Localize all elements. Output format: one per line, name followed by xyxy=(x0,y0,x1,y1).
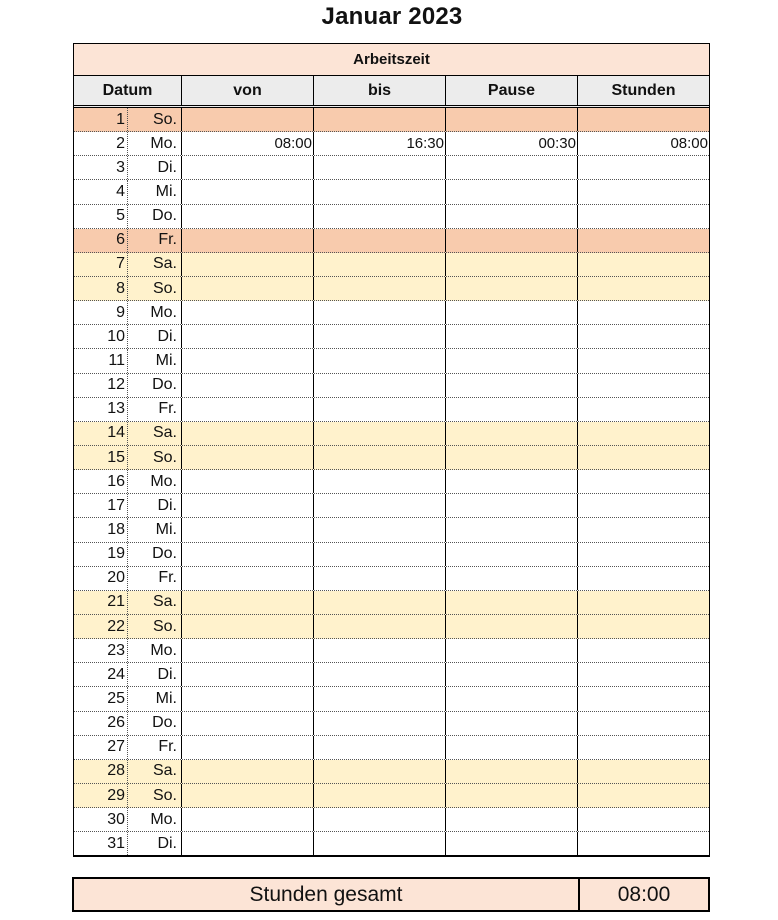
pause-cell[interactable] xyxy=(446,229,578,252)
bis-cell[interactable] xyxy=(314,277,446,300)
weekday-cell: Sa. xyxy=(128,253,182,276)
pause-cell[interactable] xyxy=(446,663,578,686)
day-number-cell: 28 xyxy=(74,760,128,783)
stunden-cell[interactable] xyxy=(578,615,709,638)
table-row xyxy=(74,132,709,156)
stunden-cell[interactable] xyxy=(578,253,709,276)
pause-cell[interactable] xyxy=(446,349,578,372)
pause-cell[interactable] xyxy=(446,470,578,493)
table-row xyxy=(74,398,709,422)
von-cell[interactable] xyxy=(182,277,314,300)
table-row xyxy=(74,784,709,808)
bis-cell[interactable] xyxy=(314,470,446,493)
bis-cell[interactable] xyxy=(314,108,446,131)
stunden-cell[interactable] xyxy=(578,398,709,421)
table-row xyxy=(74,760,709,784)
group-header: Arbeitszeit xyxy=(74,44,709,76)
column-headers xyxy=(74,76,709,108)
stunden-cell[interactable] xyxy=(578,518,709,541)
day-number-cell: 6 xyxy=(74,229,128,252)
stunden-cell[interactable] xyxy=(578,712,709,735)
weekday-cell: Di. xyxy=(128,325,182,348)
stunden-cell[interactable] xyxy=(578,760,709,783)
table-row xyxy=(74,470,709,494)
von-cell[interactable] xyxy=(182,156,314,179)
von-cell[interactable] xyxy=(182,663,314,686)
bis-cell[interactable] xyxy=(314,832,446,855)
col-header-datum: Datum xyxy=(74,76,182,105)
von-cell[interactable] xyxy=(182,422,314,445)
weekday-cell: Mo. xyxy=(128,639,182,662)
von-cell[interactable] xyxy=(182,180,314,203)
bis-cell[interactable] xyxy=(314,639,446,662)
table-row xyxy=(74,639,709,663)
stunden-cell[interactable] xyxy=(578,784,709,807)
von-cell[interactable] xyxy=(182,736,314,759)
weekday-cell: Do. xyxy=(128,205,182,228)
table-row xyxy=(74,663,709,687)
bis-cell[interactable] xyxy=(314,567,446,590)
total-bar xyxy=(72,877,710,912)
stunden-cell[interactable] xyxy=(578,301,709,324)
weekday-cell: Di. xyxy=(128,156,182,179)
bis-cell[interactable] xyxy=(314,325,446,348)
day-number-cell: 4 xyxy=(74,180,128,203)
weekday-cell: Mi. xyxy=(128,180,182,203)
day-number-cell: 17 xyxy=(74,494,128,517)
weekday-cell: Do. xyxy=(128,374,182,397)
von-cell[interactable] xyxy=(182,832,314,855)
table-body xyxy=(74,108,709,856)
von-cell[interactable] xyxy=(182,687,314,710)
weekday-cell: Mi. xyxy=(128,518,182,541)
pause-cell[interactable] xyxy=(446,398,578,421)
von-cell[interactable] xyxy=(182,446,314,469)
col-header-von: von xyxy=(182,76,314,105)
day-number-cell: 31 xyxy=(74,832,128,855)
stunden-cell[interactable] xyxy=(578,205,709,228)
day-number-cell: 10 xyxy=(74,325,128,348)
bis-cell[interactable] xyxy=(314,736,446,759)
pause-cell[interactable] xyxy=(446,156,578,179)
table-row xyxy=(74,374,709,398)
pause-cell[interactable] xyxy=(446,567,578,590)
table-row xyxy=(74,277,709,301)
col-header-bis: bis xyxy=(314,76,446,105)
pause-cell[interactable] xyxy=(446,591,578,614)
pause-cell[interactable] xyxy=(446,736,578,759)
weekday-cell: Sa. xyxy=(128,591,182,614)
bis-cell[interactable] xyxy=(314,760,446,783)
table-row xyxy=(74,301,709,325)
weekday-cell: Fr. xyxy=(128,736,182,759)
stunden-cell[interactable] xyxy=(578,108,709,131)
bis-cell[interactable] xyxy=(314,518,446,541)
stunden-cell[interactable] xyxy=(578,446,709,469)
pause-cell[interactable] xyxy=(446,301,578,324)
weekday-cell: So. xyxy=(128,784,182,807)
stunden-cell[interactable] xyxy=(578,808,709,831)
pause-cell[interactable] xyxy=(446,180,578,203)
stunden-cell[interactable] xyxy=(578,277,709,300)
stunden-cell[interactable] xyxy=(578,567,709,590)
pause-cell[interactable] xyxy=(446,687,578,710)
day-number-cell: 13 xyxy=(74,398,128,421)
pause-cell[interactable] xyxy=(446,639,578,662)
bis-cell[interactable] xyxy=(314,205,446,228)
pause-cell[interactable] xyxy=(446,494,578,517)
weekday-cell: Di. xyxy=(128,663,182,686)
day-number-cell: 9 xyxy=(74,301,128,324)
bis-cell[interactable] xyxy=(314,591,446,614)
table-row xyxy=(74,349,709,373)
stunden-cell[interactable] xyxy=(578,832,709,855)
table-row xyxy=(74,156,709,180)
von-cell[interactable] xyxy=(182,808,314,831)
pause-cell[interactable] xyxy=(446,760,578,783)
stunden-cell[interactable] xyxy=(578,180,709,203)
von-cell[interactable] xyxy=(182,518,314,541)
stunden-cell[interactable] xyxy=(578,591,709,614)
von-cell[interactable] xyxy=(182,615,314,638)
col-header-pause: Pause xyxy=(446,76,578,105)
pause-cell[interactable] xyxy=(446,615,578,638)
bis-cell[interactable] xyxy=(314,663,446,686)
weekday-cell: So. xyxy=(128,277,182,300)
weekday-cell: Do. xyxy=(128,543,182,566)
weekday-cell: So. xyxy=(128,615,182,638)
von-cell[interactable] xyxy=(182,374,314,397)
von-cell[interactable] xyxy=(182,494,314,517)
pause-cell[interactable] xyxy=(446,108,578,131)
von-cell[interactable] xyxy=(182,349,314,372)
stunden-cell[interactable] xyxy=(578,736,709,759)
weekday-cell: Mo. xyxy=(128,301,182,324)
stunden-cell[interactable] xyxy=(578,325,709,348)
bis-cell[interactable] xyxy=(314,398,446,421)
pause-cell[interactable] xyxy=(446,446,578,469)
table-row xyxy=(74,229,709,253)
von-cell[interactable] xyxy=(182,543,314,566)
day-number-cell: 3 xyxy=(74,156,128,179)
bis-cell[interactable] xyxy=(314,494,446,517)
stunden-cell[interactable] xyxy=(578,156,709,179)
table-row xyxy=(74,518,709,542)
day-number-cell: 25 xyxy=(74,687,128,710)
table-row xyxy=(74,494,709,518)
total-label: Stunden gesamt xyxy=(74,879,580,910)
weekday-cell: Di. xyxy=(128,494,182,517)
von-cell[interactable] xyxy=(182,301,314,324)
pause-cell[interactable] xyxy=(446,832,578,855)
von-cell[interactable] xyxy=(182,712,314,735)
timesheet-table xyxy=(73,43,710,857)
weekday-cell: Fr. xyxy=(128,567,182,590)
bis-cell[interactable] xyxy=(314,712,446,735)
day-number-cell: 12 xyxy=(74,374,128,397)
bis-cell[interactable] xyxy=(314,446,446,469)
day-number-cell: 21 xyxy=(74,591,128,614)
weekday-cell: Mo. xyxy=(128,132,182,155)
von-cell[interactable] xyxy=(182,205,314,228)
von-cell[interactable] xyxy=(182,229,314,252)
table-row xyxy=(74,808,709,832)
pause-cell[interactable] xyxy=(446,253,578,276)
bis-cell[interactable] xyxy=(314,374,446,397)
weekday-cell: Mi. xyxy=(128,687,182,710)
stunden-cell[interactable] xyxy=(578,663,709,686)
total-value[interactable]: 08:00 xyxy=(617,882,671,906)
day-number-cell: 16 xyxy=(74,470,128,493)
day-number-cell: 24 xyxy=(74,663,128,686)
day-number-cell: 1 xyxy=(74,108,128,131)
table-row xyxy=(74,736,709,760)
table-row xyxy=(74,567,709,591)
von-cell[interactable] xyxy=(182,253,314,276)
von-cell[interactable] xyxy=(182,325,314,348)
pause-cell[interactable] xyxy=(446,374,578,397)
table-row xyxy=(74,180,709,204)
pause-cell[interactable] xyxy=(446,205,578,228)
bis-cell[interactable]: 16:30 xyxy=(314,132,446,155)
weekday-cell: Di. xyxy=(128,832,182,855)
bis-cell[interactable] xyxy=(314,349,446,372)
bis-cell[interactable] xyxy=(314,180,446,203)
day-number-cell: 27 xyxy=(74,736,128,759)
bis-cell[interactable] xyxy=(314,615,446,638)
stunden-cell[interactable] xyxy=(578,687,709,710)
day-number-cell: 23 xyxy=(74,639,128,662)
table-row xyxy=(74,253,709,277)
day-number-cell: 15 xyxy=(74,446,128,469)
day-number-cell: 26 xyxy=(74,712,128,735)
stunden-cell[interactable] xyxy=(578,543,709,566)
stunden-cell[interactable] xyxy=(578,494,709,517)
weekday-cell: So. xyxy=(128,108,182,131)
bis-cell[interactable] xyxy=(314,687,446,710)
table-row xyxy=(74,687,709,711)
table-row xyxy=(74,108,709,132)
stunden-cell[interactable] xyxy=(578,639,709,662)
pause-cell[interactable] xyxy=(446,277,578,300)
day-number-cell: 19 xyxy=(74,543,128,566)
von-cell[interactable] xyxy=(182,760,314,783)
weekday-cell: Mi. xyxy=(128,349,182,372)
bis-cell[interactable] xyxy=(314,156,446,179)
weekday-cell: Mo. xyxy=(128,470,182,493)
table-row xyxy=(74,543,709,567)
von-cell[interactable] xyxy=(182,784,314,807)
day-number-cell: 22 xyxy=(74,615,128,638)
weekday-cell: Sa. xyxy=(128,422,182,445)
bis-cell[interactable] xyxy=(314,253,446,276)
weekday-cell: Do. xyxy=(128,712,182,735)
table-row xyxy=(74,446,709,470)
von-cell[interactable] xyxy=(182,470,314,493)
table-row xyxy=(74,615,709,639)
day-number-cell: 30 xyxy=(74,808,128,831)
day-number-cell: 20 xyxy=(74,567,128,590)
bis-cell[interactable] xyxy=(314,422,446,445)
pause-cell[interactable] xyxy=(446,543,578,566)
bis-cell[interactable] xyxy=(314,229,446,252)
stunden-cell[interactable] xyxy=(578,422,709,445)
von-cell[interactable] xyxy=(182,591,314,614)
pause-cell[interactable] xyxy=(446,325,578,348)
bis-cell[interactable] xyxy=(314,543,446,566)
table-row xyxy=(74,325,709,349)
day-number-cell: 7 xyxy=(74,253,128,276)
stunden-cell[interactable] xyxy=(578,349,709,372)
von-cell[interactable] xyxy=(182,639,314,662)
day-number-cell: 11 xyxy=(74,349,128,372)
day-number-cell: 18 xyxy=(74,518,128,541)
von-cell[interactable] xyxy=(182,108,314,131)
pause-cell[interactable] xyxy=(446,784,578,807)
day-number-cell: 8 xyxy=(74,277,128,300)
weekday-cell: Fr. xyxy=(128,229,182,252)
stunden-cell[interactable] xyxy=(578,470,709,493)
pause-cell[interactable] xyxy=(446,808,578,831)
table-row xyxy=(74,205,709,229)
weekday-cell: Fr. xyxy=(128,398,182,421)
page-title: Januar 2023 xyxy=(321,3,463,30)
day-number-cell: 2 xyxy=(74,132,128,155)
pause-cell[interactable]: 00:30 xyxy=(446,132,578,155)
col-header-stunden: Stunden xyxy=(611,81,676,99)
stunden-cell[interactable]: 08:00 xyxy=(670,135,708,153)
von-cell[interactable]: 08:00 xyxy=(182,132,314,155)
weekday-cell: Mo. xyxy=(128,808,182,831)
bis-cell[interactable] xyxy=(314,301,446,324)
pause-cell[interactable] xyxy=(446,518,578,541)
day-number-cell: 5 xyxy=(74,205,128,228)
bis-cell[interactable] xyxy=(314,784,446,807)
weekday-cell: Sa. xyxy=(128,760,182,783)
pause-cell[interactable] xyxy=(446,422,578,445)
table-row xyxy=(74,591,709,615)
von-cell[interactable] xyxy=(182,398,314,421)
weekday-cell: So. xyxy=(128,446,182,469)
pause-cell[interactable] xyxy=(446,712,578,735)
day-number-cell: 14 xyxy=(74,422,128,445)
table-row xyxy=(74,422,709,446)
table-row xyxy=(74,832,709,856)
table-row xyxy=(74,712,709,736)
stunden-cell[interactable] xyxy=(578,229,709,252)
stunden-cell[interactable] xyxy=(578,374,709,397)
bis-cell[interactable] xyxy=(314,808,446,831)
day-number-cell: 29 xyxy=(74,784,128,807)
von-cell[interactable] xyxy=(182,567,314,590)
